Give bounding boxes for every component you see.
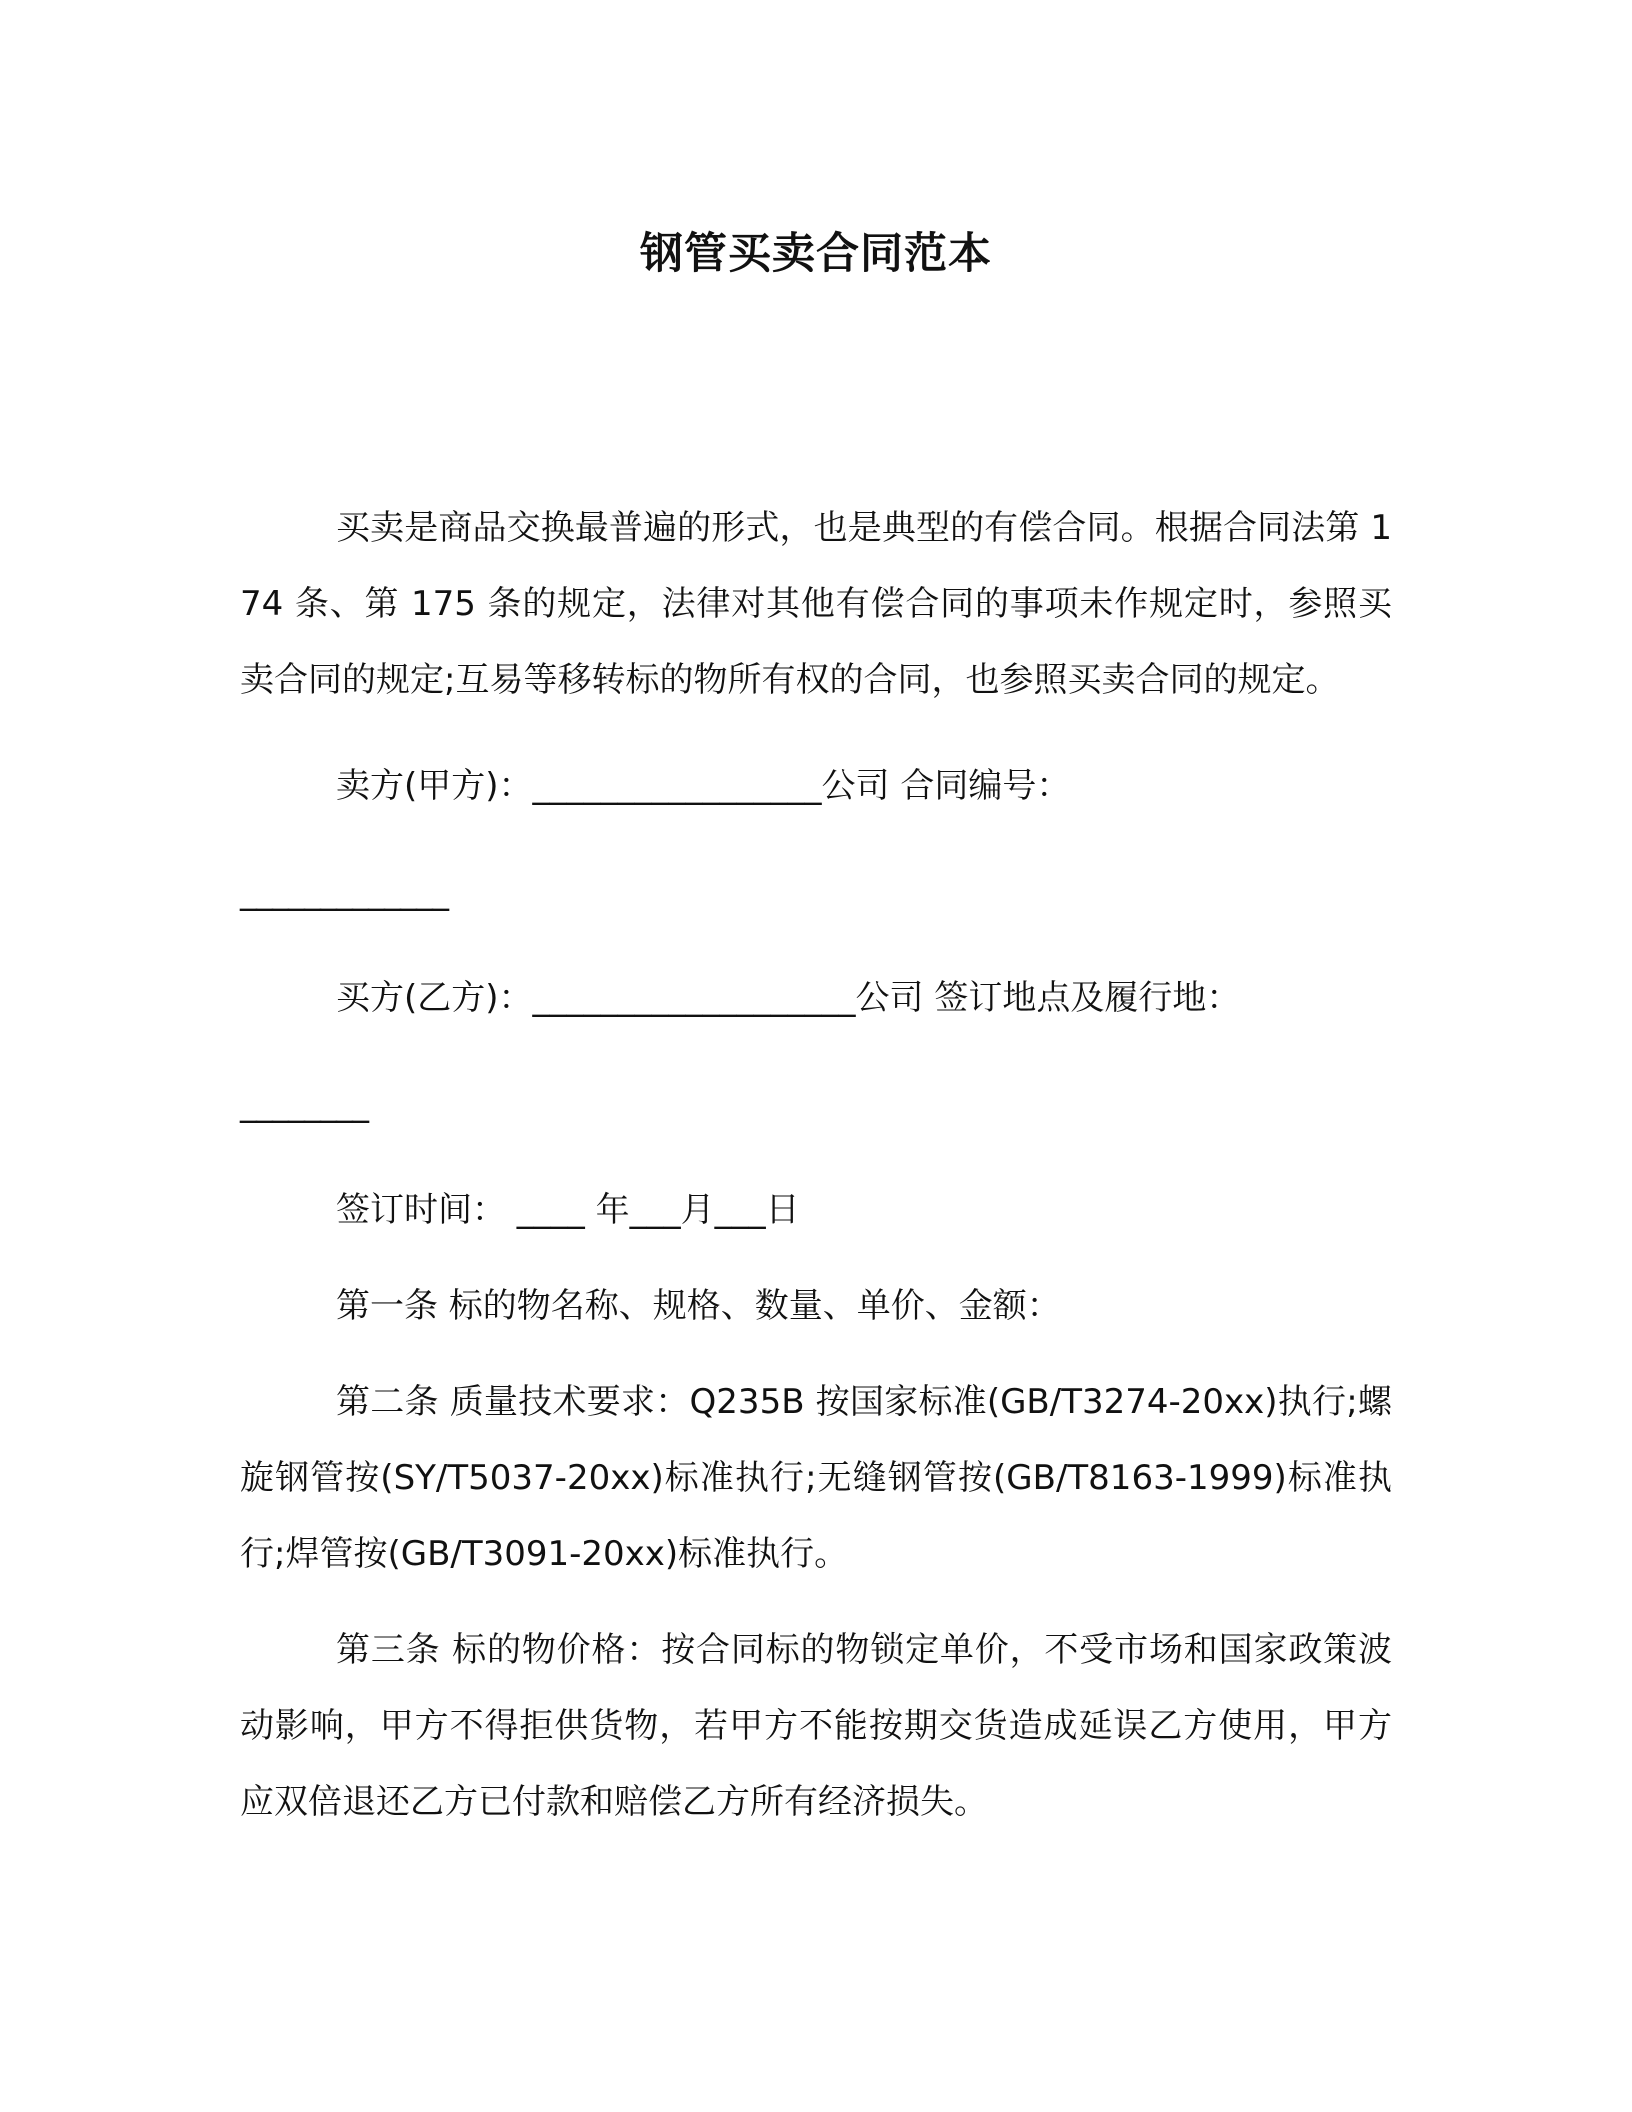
contract-number-blank: _____________ [240, 872, 448, 912]
signing-place-blank: ________ [240, 1084, 368, 1124]
article-2: 第二条 质量技术要求：Q235B 按国家标准(GB/T3274-20xx)执行;螺旋钢管按(SY/T5037-20xx)标准执行;无缝钢管按(GB/T8163-1999)标准执行;焊管按(GB/T3091-20xx)标准执行。 [240, 1382, 1392, 1574]
article-3: 第三条 标的物价格：按合同标的物锁定单价，不受市场和国家政策波动影响，甲方不得拒供货物，若甲方不能按期交货造成延误乙方使用，甲方应双倍退还乙方已付款和赔偿乙方所有经济损失。 [240, 1630, 1392, 1822]
signing-time-line: 签订时间： ____ 年___月___日 [336, 1190, 800, 1230]
buyer-line: 买方(乙方)：___________________公司 签订地点及履行地： [336, 978, 1241, 1018]
intro-paragraph: 买卖是商品交换最普遍的形式，也是典型的有偿合同。根据合同法第 174 条、第 175 条的规定，法律对其他有偿合同的事项未作规定时，参照买卖合同的规定;互易等移转标的物所有权的合同，也参照买卖合同的规定。 [240, 508, 1392, 700]
document-title: 钢管买卖合同范本 [640, 229, 992, 279]
seller-line: 卖方(甲方)：_________________公司 合同编号： [336, 766, 1071, 806]
document-body [240, 490, 1392, 1840]
article-1: 第一条 标的物名称、规格、数量、单价、金额： [336, 1286, 1061, 1326]
